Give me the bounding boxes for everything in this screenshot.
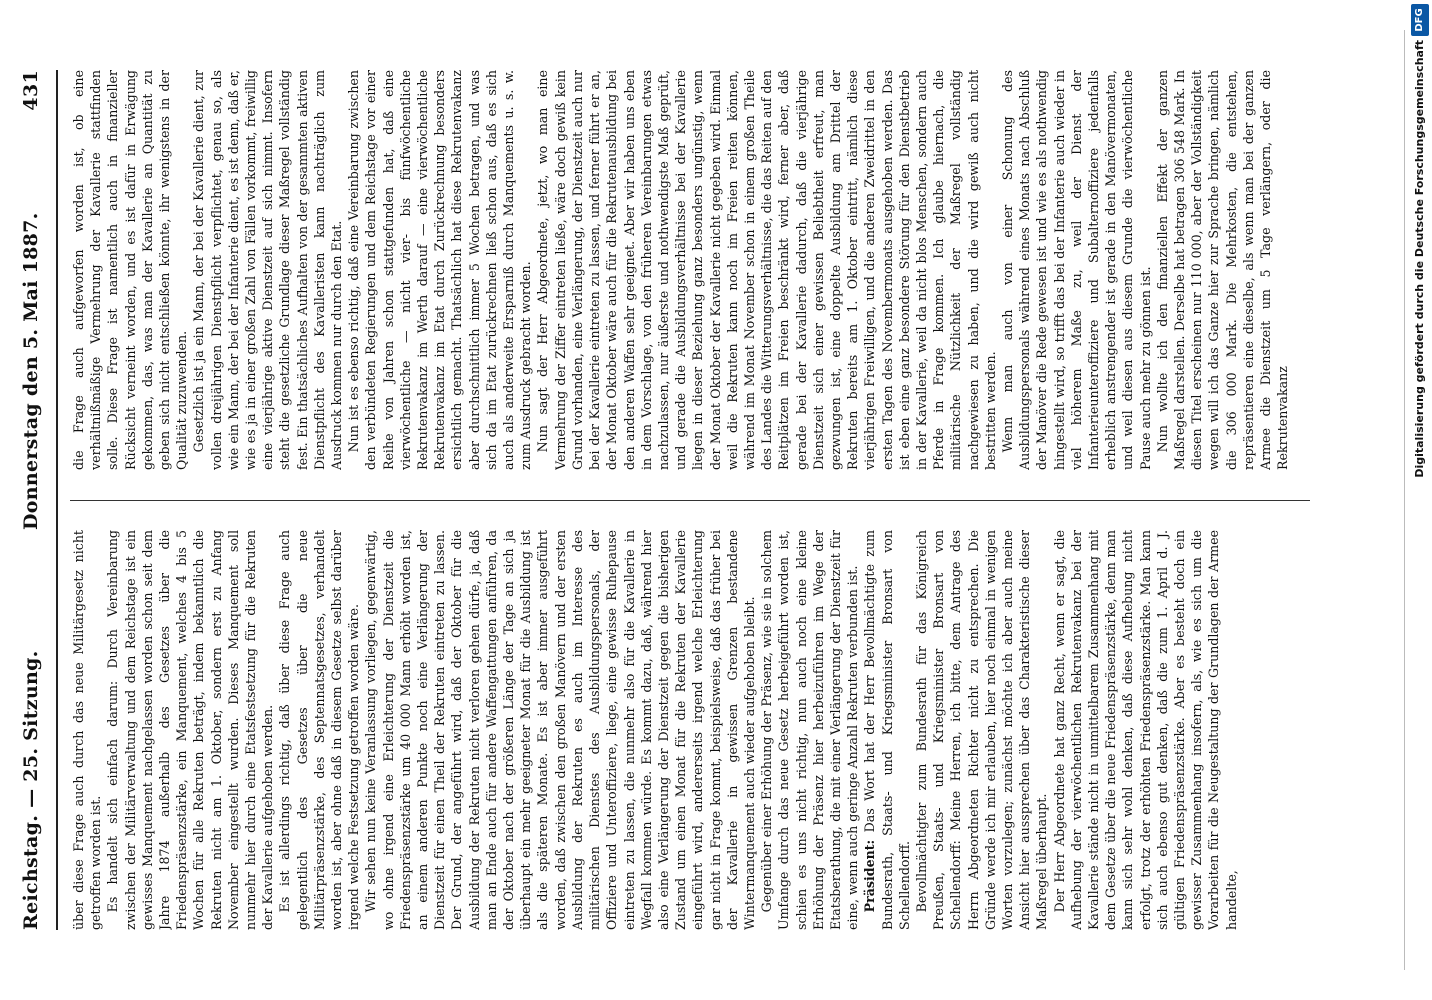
paragraph [534,70,998,470]
credit-text: Digitalisierung gefördert durch die Deutsche Forschungsgemeinschaft [1413,40,1426,478]
paragraph-text: Gegenüber einer Erhöhung der Präsenz, wie sie in solchem Umfange durch das neue Gesetz herbeigeführt worden ist, schien es uns nicht richtig, nun auch noch eine kleine Erhöhung der Präsenz hier herbeizuführen im Wege der Etatsberathung, die mit einer Verlängerung der Dienstzeit für eine, wenn auch geringe Anzahl Rekruten verbunden ist. [759,530,861,930]
page-header [14,70,44,930]
paragraph [70,530,104,930]
paragraph [758,530,861,930]
right-column [70,70,1310,470]
paragraph-text: Gesetzlich ist ja ein Mann, der bei der Kavallerie dient, zur vollen dreijährigen Dienstpflicht verpflichtet, genau so, als wie ein Mann, der bei der Infanterie dient, es ist denn, daß er, wie es ja in einer großen Zahl von Fällen vorkommt, freiwillig eine vierjährige aktive Dienstzeit auf sich nimmt. Insofern steht die gesetzliche Grundlage dieser Maßregel vollständig fest. Ein thatsächliches Aufhalten von der gesammten aktiven Dienstpflicht des Kavalleristen kann nachträglich zum Ausdruck kommen nur durch den Etat. [191,70,345,470]
header-rule [56,70,58,930]
paragraph [1051,530,1240,930]
paragraph [999,70,1154,470]
dfg-logo: DFG [1411,4,1429,36]
speaker-paragraph [861,530,913,930]
paragraph-text: Nun sagt der Herr Abgeordnete, jetzt, wo man eine Vermehrung der Ziffer eintreten ließe, wäre doch gewiß kein Grund vorhanden, eine Verlängerung, der Dienstzeit auch nur bei der Kavallerie eintreten zu lassen, und ferner führt er an, der Monat Oktober wäre auch für die Rekrutenausbildung bei den anderen Waffen sehr geeignet. Aber wir haben uns eben in dem Vorschlage, von den früheren Vereinbarungen etwas nachzulassen, nur äußerste und nothwendigste Maß geprüft, und gerade die Ausbildungsverhältnisse bei der Kavallerie liegen in dieser Beziehung ganz besonders ungünstig, wenn der Monat Oktober der Kavallerie nicht gegeben wird. Einmal weil die Rekruten kann noch im Freien reiten können, während im Monat November schon in einem großen Theile des Landes die Witterungsverhältnisse, die das Reiten auf den Reitplätzen im Freien beschränkt wird, ferner aber, daß gerade bei der Kavallerie dadurch, daß die vierjährige Dienstzeit sich einer gewissen Beliebtheit erfreut, man gezwungen ist, eine doppelte Ausbildung am Drittel der Rekruten bereits am 1. Oktober eintritt, nämlich diese vierjährigen Freiwilligen, und die anderen Zweidrittel in den ersten Tagen des Novembermonats ausgehoben werden. Das ist eben eine ganz besondere Störung für den Dienstbetrieb in der Kavallerie, weil da nicht blos Menschen, sondern auch Pferde in Frage kommen. Ich glaube hiernach, die militärische Nützlichkeit der Maßregel vollständig nachgewiesen zu haben, und die wird gewiß auch nicht bestritten werden. [535,70,998,470]
credit-strip [1408,0,1432,1000]
speaker-name: Präsident: [862,839,878,913]
paragraph-text: Der Herr Abgeordnete hat ganz Recht, wenn er sagt, die Aufhebung der vierwöchentlichen Rekrutenvakanz bei der Kavallerie stände nicht in unmittelbarem Zusammenhang mit dem Gesetze über die neue Friedenspräsenzstärke, denn man kann sich sehr wohl denken, daß diese Aufhebung nicht erfolgt, trotz der erhöhten Friedenspräsenzstärke. Man kann sich auch ebenso gut denken, daß die zum 1. April d. J. gültigen Friedenspräsenzstärke. Aber es besteht doch ein gewisser Zusammenhang insofern, als, wie es sich um die Vorarbeiten für die Neugestaltung der Grundlagen der Armee handelte, [1051,530,1239,930]
paragraph-text: Wenn man auch von einer Schonung des Ausbildungspersonals während eines Monats nach Abschluß der Manöver die Rede gewesen ist und wie es als nothwendig hingestellt wird, so trifft das bei der Infanterie auch wieder in viel höherem Maße zu, weil der Dienst der Infanterieunteroffiziere und Subalternoffiziere jedenfalls erheblich anstrengender ist gerade in den Manövermonaten, und weil diesen aus diesem Grunde die vierwöchentliche Pause auch mehr zu gönnen ist. [999,70,1153,470]
page-edge-line [1404,30,1405,970]
paragraph [1154,70,1292,470]
paragraph [276,530,362,930]
paragraph [104,530,276,930]
paragraph [345,70,534,470]
header-left: Reichstag. — 25. Sitzung. [20,650,42,930]
column-divider [70,500,1310,501]
left-column [70,530,1310,930]
header-date: Donnerstag den 5. Mai 1887. [20,212,42,530]
paragraph-text: Wir sehen nun keine Veranlassung vorliegen, gegenwärtig, wo ohne irgend eine Erleichterung der Dienstzeit die Friedenspräsenzstärke um 40 000 Mann erhöht worden ist, an einem anderen Punkte noch eine Verlängerung der Dienstzeit für einen Theil der Rekruten eintreten zu lassen. Der Grund, der angeführt wird, daß der Oktober für die Ausbildung der Rekruten nicht verloren gehen dürfe, ja, daß man an Ende auch für andere Waffengattungen anführen, da der Oktober nach der größeren Länge der Tage an sich ja überhaupt ein mehr geeigneter Monat für die Ausbildung ist als die späteren Monate. Es ist aber immer ausgeführt worden, daß zwischen den großen Manövern und der ersten Ausbildung der Rekruten es auch im Interesse des militärischen Dienstes des Ausbildungspersonals, der Offiziere und Unteroffiziere, liege, eine gewisse Ruhepause eintreten zu lassen, die nunmehr also für die Kavallerie in Wegfall kommen würde. Es kommt dazu, daß, während hier also eine Verlängerung der Dienstzeit gegen die bisherigen Zustand um einen Monat für die Rekruten der Kavallerie eingeführt wird, andererseits irgend welche Erleichterung gar nicht in Frage kommt, beispielsweise, daß das früher bei der Kavallerie in gewissen Grenzen bestandene Wintermanquement auch wieder aufgehoben bleibt. [363,530,757,930]
paragraph-text: Es handelt sich einfach darum: Durch Vereinbarung zwischen der Militärverwaltung und dem Reichstage ist ein gewisses Manquement nachgelassen worden schon seit dem Jahre 1874 außerhalb des Gesetzes über die Friedenspräsenzstärke, ein Manquement, welches 4 bis 5 Wochen für alle Rekruten beträgt, indem bekanntlich die Rekruten nicht am 1. Oktober, sondern erst zu Anfang November eingestellt wurden. Dieses Manquement soll nunmehr hier durch eine Etatsfestsetzung für die Rekruten der Kavallerie aufgehoben werden. [105,530,276,930]
paragraph [190,70,345,470]
paragraph-text: über diese Frage auch durch das neue Militärgesetz nicht getroffen worden ist. [71,530,104,930]
paragraph-text: Nun ist es ebenso richtig, daß eine Vereinbarung zwischen den verbündeten Regierungen und dem Reichstage vor einer Reihe von Jahren schon stattgefunden hat, daß eine vierwöchentliche — nicht vier- bis fünfwöchentliche Rekrutenvakanz im Werth darauf — eine vierwöchentliche Rekrutenvakanz im Etat durch Zurückrechnung besonders ersichtlich gemacht. Thatsächlich hat diese Rekrutenvakanz aber durchschnittlich immer 5 Wochen betragen, und was sich da im Etat zurückrechnen ließ schon aus, daß es sich auch als anderweite Ersparniß durch Manquements u. s. w. zum Ausdruck gebracht worden. [346,70,534,470]
paragraph-text: die Frage auch aufgeworfen worden ist, ob eine verhältnißmäßige Vermehrung der Kavallerie stattfinden solle. Diese Frage ist namentlich auch in finanzieller Rücksicht verneint worden, und es ist dafür in Erwägung gekommen, das, was man der Kavallerie an Quantität zu geben sich nicht entschließen könnte, ihr wenigstens in der Qualität zuzuwenden. [71,70,190,470]
paragraph [362,530,758,930]
paragraph [70,70,190,470]
paragraph-text: Nun wollte ich den finanziellen Effekt der ganzen Maßregel darstellen. Derselbe hat betragen 306 548 Mark. In diesen Titel erscheinen nur 110 000, aber der Vollständigkeit wegen will ich das Ganze hier zur Sprache bringen, nämlich die 306 000 Mark. Die Mehrkosten, die entstehen, repräsentieren eine dieselbe, als wenn man bei der ganzen Armee die Dienstzeit um 5 Tage verlängern, oder die Rekrutenvakanz [1154,70,1291,470]
paragraph-text: Es ist allerdings richtig, daß über diese Frage auch gelegentlich des Gesetzes über die neue Militärpräsenzstärke, des Septennatsgesetzes, verhandelt worden ist, aber ohne daß in diesem Gesetze selbst darüber irgend welche Festsetzung getroffen worden wäre. [277,530,362,930]
paragraph-text: Das Wort hat der Herr Bevollmächtigte zum Bundesrath, Staats- und Kriegsminister Bronsart von Schellendorff. [862,530,912,930]
paragraph-text: Bevollmächtigter zum Bundesrath für das Königreich Preußen, Staats- und Kriegsminister Bronsart von Schellendorff: Meine Herren, ich bitte, dem Antrage des Herrn Abgeordneten Richter nicht zu entsprechen. Die Gründe werde ich mir erlauben, hier noch einmal in wenigen Worten vorzulegen; zunächst möchte ich aber auch meine Ansicht hier aussprechen über das Charakteristische dieser Maßregel überhaupt. [913,530,1050,930]
page-number: 431 [20,70,42,111]
speaker-paragraph [913,530,1051,930]
